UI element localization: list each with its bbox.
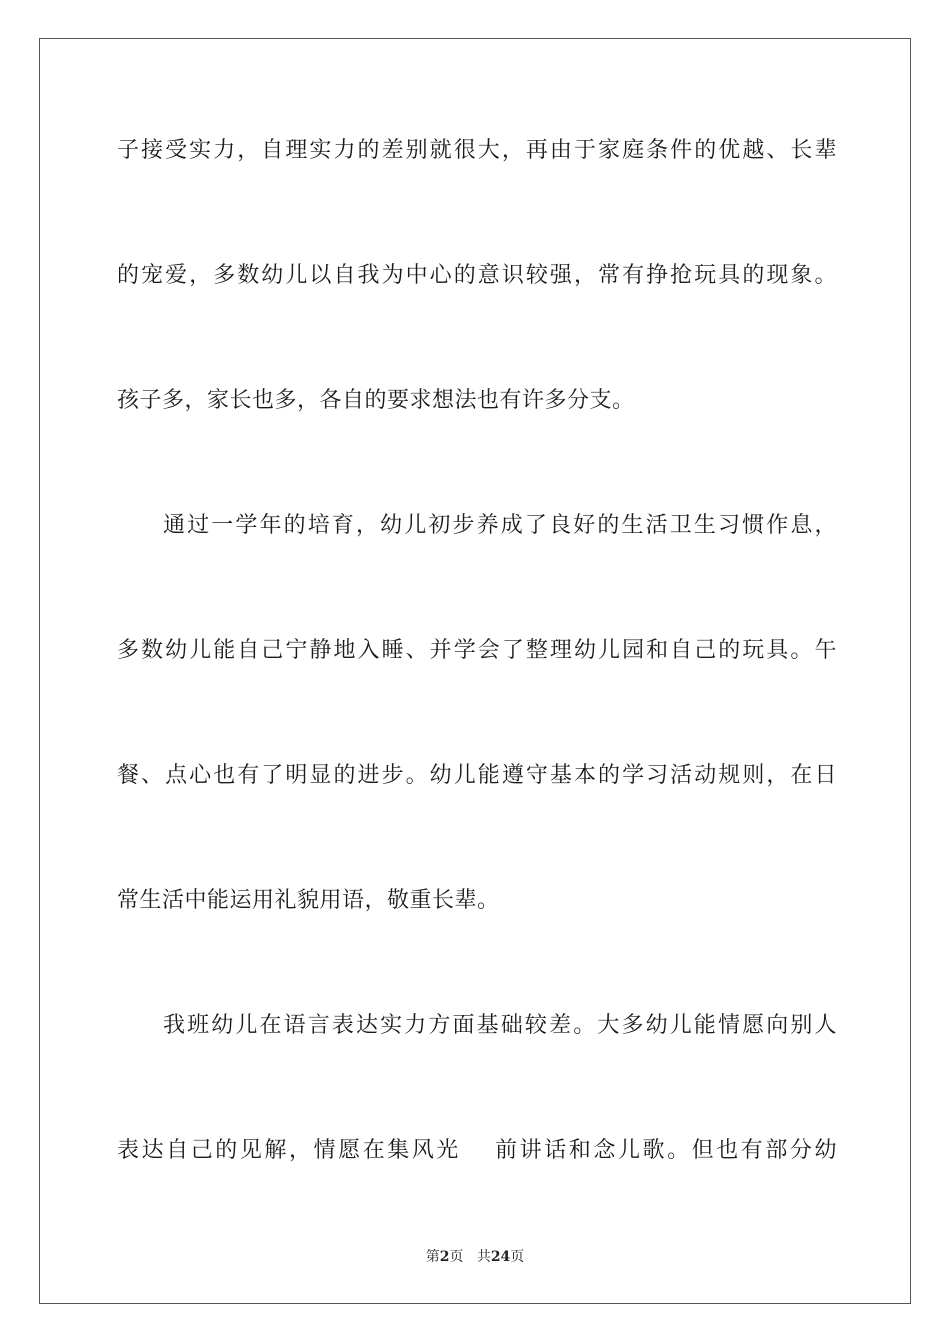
body-text-line-4: 通过一学年的培育，幼儿初步养成了良好的生活卫生习惯作息， xyxy=(163,513,837,538)
footer-total-prefix: 共 xyxy=(476,1249,491,1265)
footer-page-number: 2 xyxy=(439,1249,450,1265)
body-text-line-1: 子接受实力，自理实力的差别就很大，再由于家庭条件的优越、长辈 xyxy=(117,138,837,163)
footer-page-suffix: 页 xyxy=(449,1249,464,1265)
body-text-line-2: 的宠爱，多数幼儿以自我为中心的意识较强，常有挣抢玩具的现象。 xyxy=(117,263,837,288)
body-text-line-5: 多数幼儿能自己宁静地入睡、并学会了整理幼儿园和自己的玩具。午 xyxy=(117,638,837,663)
body-text-line-8: 我班幼儿在语言表达实力方面基础较差。大多幼儿能情愿向别人 xyxy=(163,1013,837,1038)
body-text-line-7: 常生活中能运用礼貌用语，敬重长辈。 xyxy=(117,888,500,913)
page-footer xyxy=(0,1248,950,1266)
body-text-line-6: 餐、点心也有了明显的进步。幼儿能遵守基本的学习活动规则，在日 xyxy=(117,763,837,788)
footer-page-prefix: 第 xyxy=(425,1249,440,1265)
body-text-line-3: 孩子多，家长也多，各自的要求想法也有许多分支。 xyxy=(117,388,635,413)
page-border xyxy=(39,38,911,1304)
footer-total-pages: 24 xyxy=(490,1249,511,1265)
footer-total-suffix: 页 xyxy=(510,1249,525,1265)
body-text-line-9: 表达自己的见解，情愿在集风光 前讲话和念儿歌。但也有部分幼 xyxy=(117,1138,837,1163)
